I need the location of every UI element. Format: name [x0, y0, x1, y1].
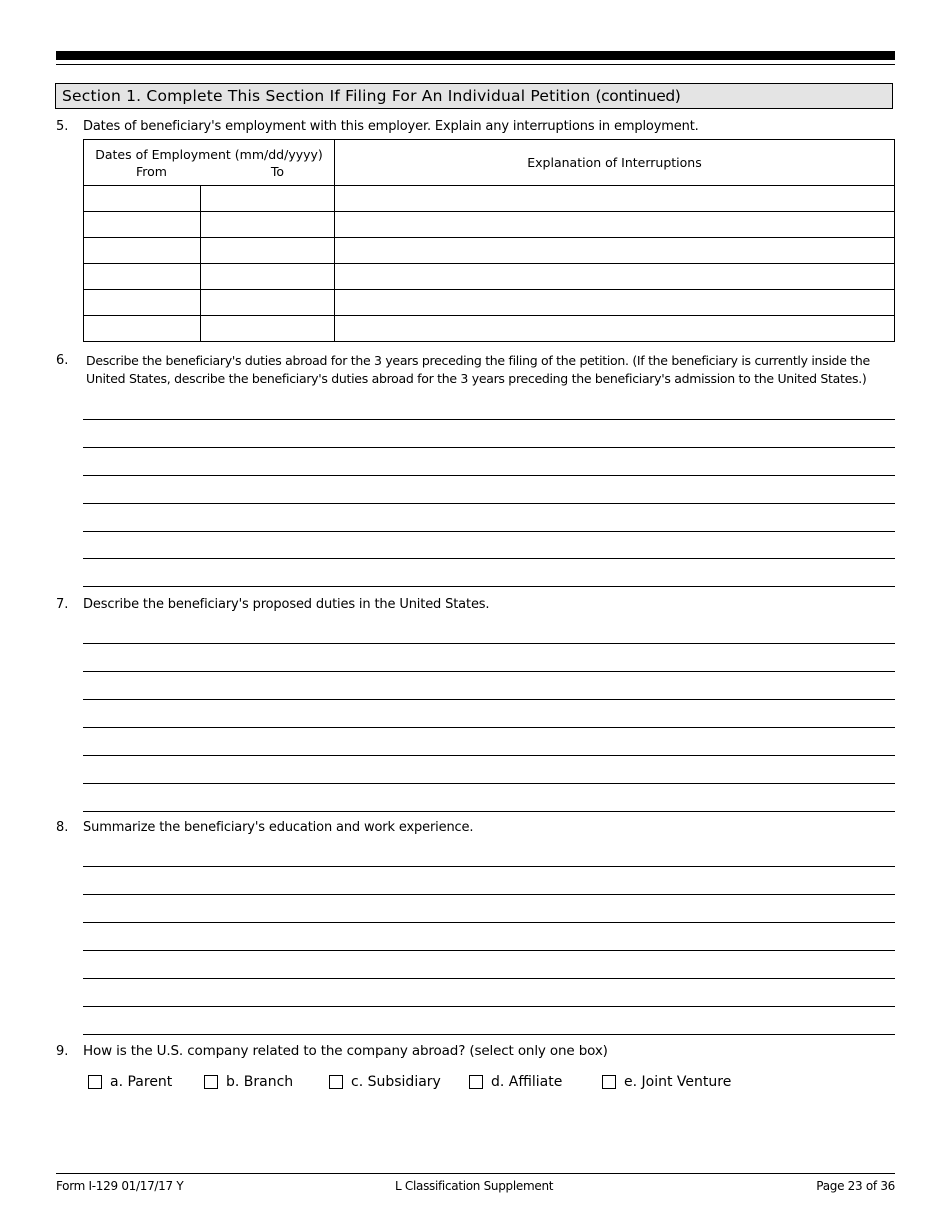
option-joint-venture[interactable]	[602, 1074, 731, 1090]
q8-answer-line[interactable]	[83, 1006, 895, 1007]
from-date-field[interactable]	[84, 316, 201, 342]
to-date-field[interactable]	[201, 316, 335, 342]
q5-number: 5.	[56, 119, 69, 134]
q7-answer-line[interactable]	[83, 755, 895, 756]
option-label: c. Subsidiary	[351, 1074, 441, 1090]
dates-header-cell	[84, 140, 335, 186]
subsidiary-checkbox[interactable]	[329, 1075, 343, 1089]
q6-answer-line[interactable]	[83, 503, 895, 504]
q7-answer-line[interactable]	[83, 643, 895, 644]
q6-answer-line[interactable]	[83, 558, 895, 559]
from-label: From	[136, 163, 167, 179]
from-date-field[interactable]	[84, 186, 201, 212]
q6-answer-line[interactable]	[83, 475, 895, 476]
q7-number: 7.	[56, 597, 69, 612]
to-date-field[interactable]	[201, 290, 335, 316]
q8-number: 8.	[56, 820, 69, 835]
q8-answer-line[interactable]	[83, 894, 895, 895]
q7-answer-line[interactable]	[83, 671, 895, 672]
option-label: b. Branch	[226, 1074, 294, 1090]
q8-answer-line[interactable]	[83, 1034, 895, 1035]
q6-text-line1: Describe the beneficiary's duties abroad for the 3 years preceding the filing of the petition. (If the beneficiary is currently inside the	[86, 353, 870, 368]
q9-number: 9.	[56, 1044, 69, 1059]
to-label: To	[270, 163, 285, 179]
from-date-field[interactable]	[84, 264, 201, 290]
q6-answer-line[interactable]	[83, 586, 895, 587]
table-row	[84, 186, 895, 212]
option-label: a. Parent	[110, 1074, 173, 1090]
q6-text-line2: United States, describe the beneficiary's duties abroad for the 3 years preceding the beneficiary's admission to the United States.)	[86, 371, 867, 386]
footer-rule	[56, 1173, 895, 1174]
q8-answer-line[interactable]	[83, 922, 895, 923]
q8-answer-line[interactable]	[83, 978, 895, 979]
section-title: Section 1. Complete This Section If Filing For An Individual Petition	[62, 87, 591, 105]
explanation-field[interactable]	[335, 290, 895, 316]
table-row	[84, 238, 895, 264]
explanation-field[interactable]	[335, 186, 895, 212]
q7-answer-line[interactable]	[83, 783, 895, 784]
to-date-field[interactable]	[201, 238, 335, 264]
section-header	[55, 83, 893, 109]
from-date-field[interactable]	[84, 238, 201, 264]
option-label: e. Joint Venture	[624, 1074, 732, 1090]
to-date-field[interactable]	[201, 186, 335, 212]
from-date-field[interactable]	[84, 290, 201, 316]
q7-answer-line[interactable]	[83, 727, 895, 728]
table-header-row	[84, 140, 895, 186]
explanation-field[interactable]	[335, 264, 895, 290]
q6-answer-line[interactable]	[83, 531, 895, 532]
q5-text: Dates of beneficiary's employment with this employer. Explain any interruptions in employment.	[83, 119, 699, 134]
q6-number: 6.	[56, 353, 69, 368]
option-parent[interactable]	[88, 1074, 172, 1090]
form-id: Form I-129 01/17/17 Y	[56, 1179, 184, 1193]
q6-answer-line[interactable]	[83, 419, 895, 420]
table-row	[84, 212, 895, 238]
q9-text: How is the U.S. company related to the company abroad? (select only one box)	[83, 1043, 608, 1059]
explanation-header: Explanation of Interruptions	[335, 140, 895, 186]
explanation-field[interactable]	[335, 238, 895, 264]
to-date-field[interactable]	[201, 212, 335, 238]
table-row	[84, 290, 895, 316]
footer-title: L Classification Supplement	[395, 1179, 554, 1193]
q6-answer-line[interactable]	[83, 447, 895, 448]
joint-venture-checkbox[interactable]	[602, 1075, 616, 1089]
q7-text: Describe the beneficiary's proposed duties in the United States.	[83, 597, 490, 612]
explanation-field[interactable]	[335, 316, 895, 342]
option-subsidiary[interactable]	[329, 1074, 441, 1090]
section-title-suffix: (continued)	[595, 87, 681, 105]
q8-answer-line[interactable]	[83, 950, 895, 951]
page-number: Page 23 of 36	[816, 1179, 895, 1193]
affiliate-checkbox[interactable]	[469, 1075, 483, 1089]
q7-answer-line[interactable]	[83, 699, 895, 700]
q7-answer-line[interactable]	[83, 811, 895, 812]
top-rule-thin	[56, 64, 895, 65]
branch-checkbox[interactable]	[204, 1075, 218, 1089]
explanation-field[interactable]	[335, 212, 895, 238]
parent-checkbox[interactable]	[88, 1075, 102, 1089]
table-row	[84, 316, 895, 342]
option-label: d. Affiliate	[491, 1074, 563, 1090]
option-affiliate[interactable]	[469, 1074, 562, 1090]
employment-dates-table	[83, 139, 895, 342]
top-rule-thick	[56, 51, 895, 60]
q8-answer-line[interactable]	[83, 866, 895, 867]
option-branch[interactable]	[204, 1074, 293, 1090]
to-date-field[interactable]	[201, 264, 335, 290]
dates-header: Dates of Employment (mm/dd/yyyy)	[95, 146, 323, 162]
table-row	[84, 264, 895, 290]
from-date-field[interactable]	[84, 212, 201, 238]
q8-text: Summarize the beneficiary's education and work experience.	[83, 820, 474, 835]
